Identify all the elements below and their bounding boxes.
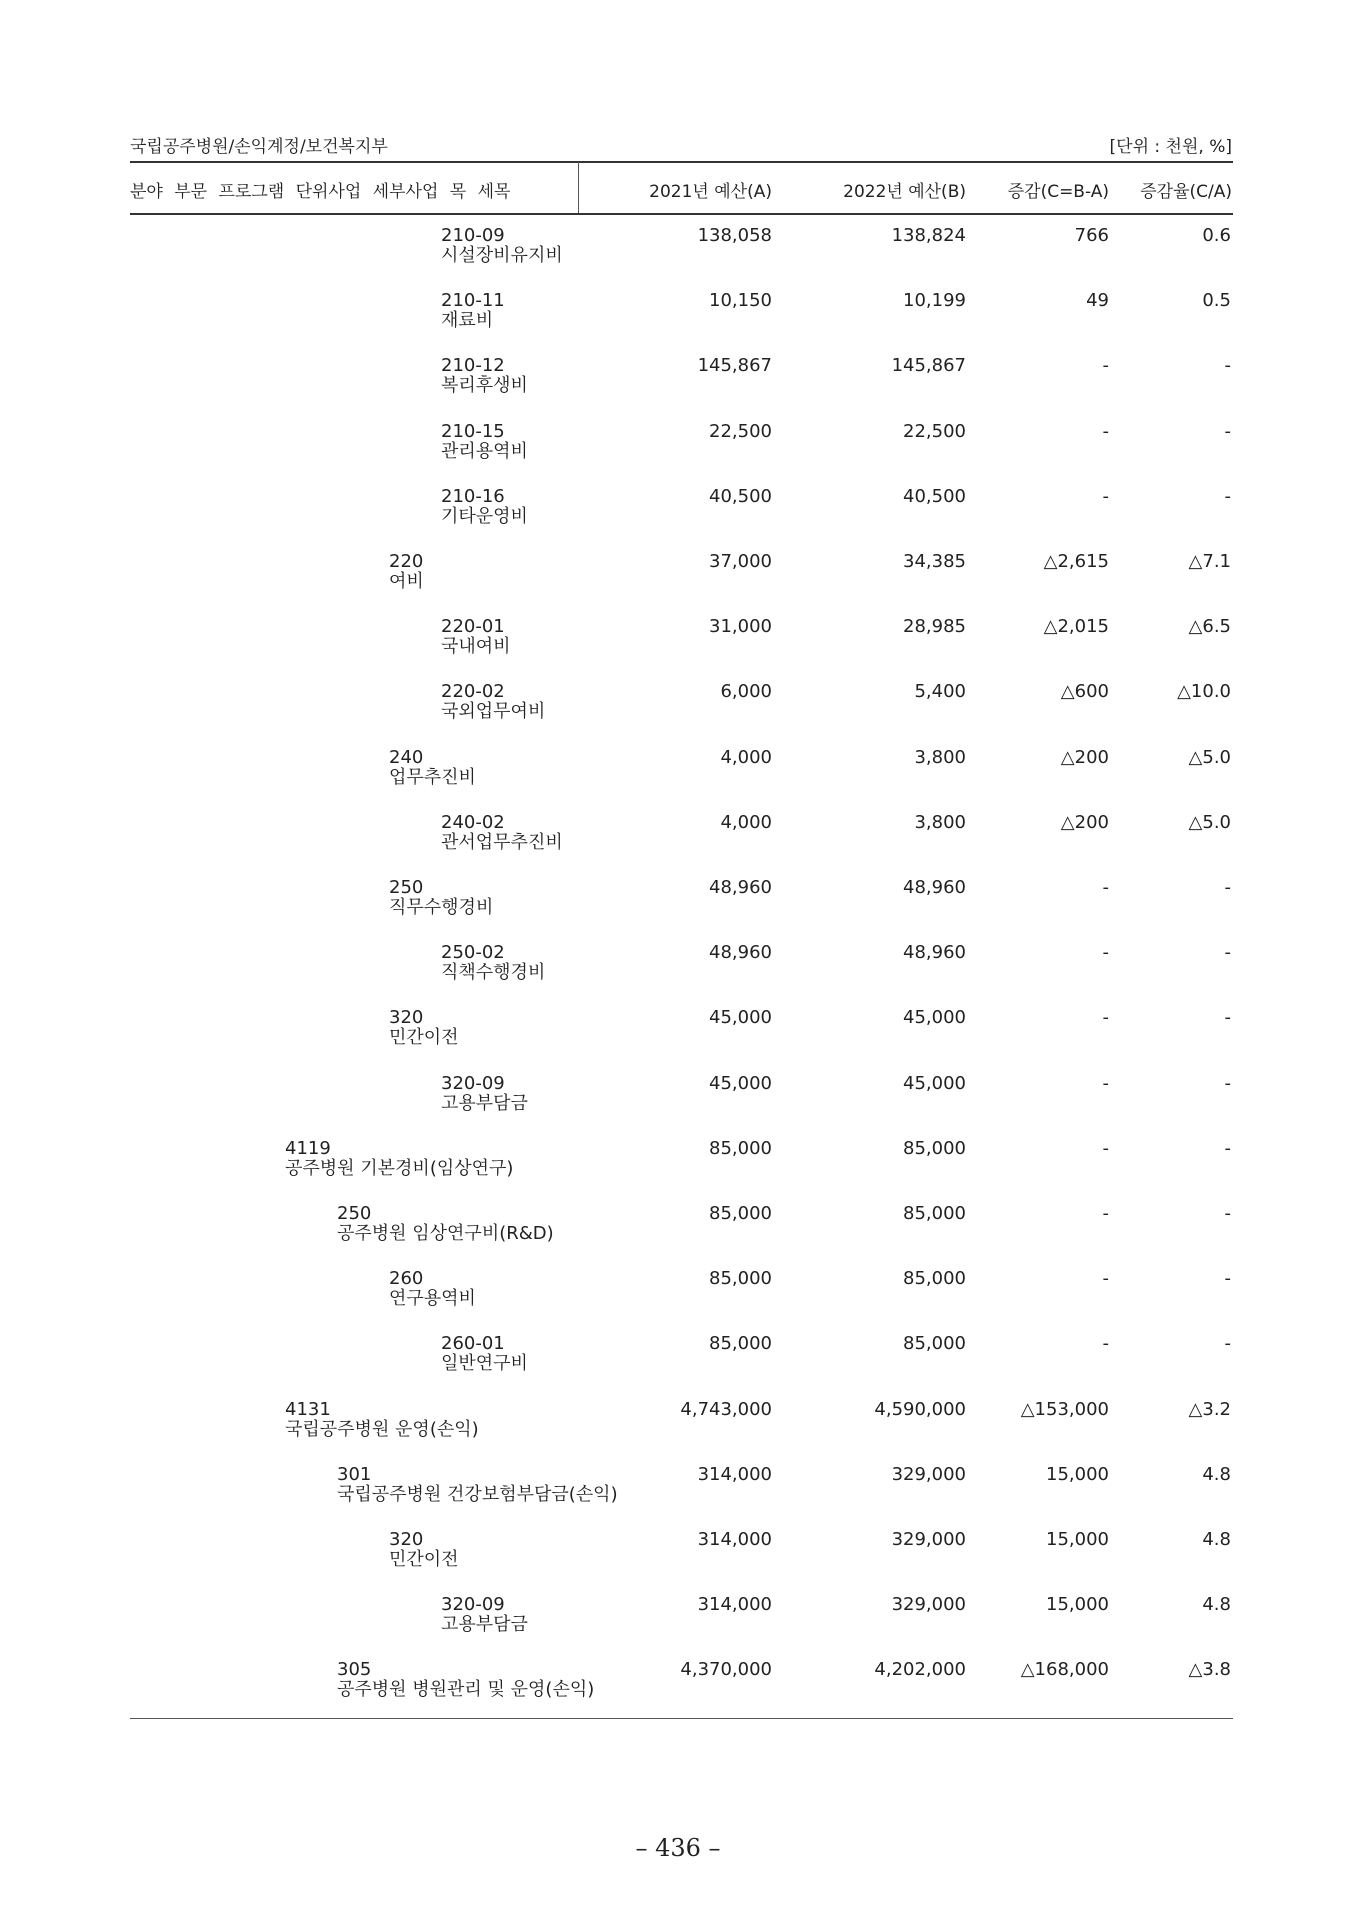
row-name: 시설장비유지비 xyxy=(441,245,563,266)
row-code: 220-02 xyxy=(441,681,505,703)
row-name: 연구용역비 xyxy=(389,1288,476,1310)
row-budget-2022: 4,590,000 xyxy=(874,1398,966,1420)
row-budget-2022: 3,800 xyxy=(914,746,966,768)
row-name: 민간이전 xyxy=(389,1027,459,1049)
row-change-rate: 4.8 xyxy=(1202,1463,1231,1485)
row-budget-2021: 85,000 xyxy=(709,1268,772,1290)
table-row xyxy=(130,748,1233,808)
row-change: 15,000 xyxy=(1046,1529,1109,1550)
row-budget-2022: 85,000 xyxy=(903,1203,966,1224)
row-change-rate: - xyxy=(1224,942,1231,964)
row-change-rate: △3.8 xyxy=(1188,1659,1231,1681)
row-code: 260-01 xyxy=(441,1333,505,1355)
row-change-rate: 4.8 xyxy=(1202,1529,1231,1550)
row-budget-2021: 45,000 xyxy=(709,1072,772,1094)
row-change-rate: △7.1 xyxy=(1188,551,1231,572)
row-change-rate: - xyxy=(1224,420,1231,442)
row-budget-2021: 37,000 xyxy=(709,551,772,572)
row-budget-2021: 10,150 xyxy=(709,290,772,312)
row-change: - xyxy=(1102,485,1109,507)
row-budget-2022: 45,000 xyxy=(903,1072,966,1094)
row-budget-2021: 85,000 xyxy=(709,1333,772,1355)
row-budget-2022: 85,000 xyxy=(903,1137,966,1159)
row-name: 공주병원 임상연구비(R&D) xyxy=(337,1223,554,1244)
row-code: 320 xyxy=(389,1529,424,1550)
row-code: 305 xyxy=(337,1659,372,1681)
table-row xyxy=(130,552,1233,612)
row-budget-2021: 4,000 xyxy=(720,746,772,768)
row-code: 240 xyxy=(389,746,424,768)
row-change: △600 xyxy=(1060,681,1109,703)
row-budget-2021: 4,743,000 xyxy=(680,1398,772,1420)
row-name: 업무추진비 xyxy=(389,766,476,788)
header-budget-2022: 2022년 예산(B) xyxy=(843,182,966,202)
row-code: 250 xyxy=(337,1203,372,1224)
table-row xyxy=(130,1139,1233,1199)
row-name: 기타운영비 xyxy=(441,505,528,527)
table-row xyxy=(130,291,1233,351)
row-change-rate: - xyxy=(1224,485,1231,507)
row-name: 국립공주병원 운영(손익) xyxy=(285,1418,479,1440)
table-row xyxy=(130,878,1233,938)
row-code: 4131 xyxy=(285,1398,331,1420)
table-row xyxy=(130,617,1233,677)
row-change: △153,000 xyxy=(1020,1398,1109,1420)
page-number: – 436 – xyxy=(635,1834,721,1862)
row-name: 재료비 xyxy=(441,310,494,332)
row-change-rate: - xyxy=(1224,1203,1231,1224)
row-change: △200 xyxy=(1060,811,1109,833)
row-budget-2022: 5,400 xyxy=(914,681,966,703)
row-code: 220 xyxy=(389,551,424,572)
table-row xyxy=(130,487,1233,547)
header-change: 증감(C=B-A) xyxy=(1007,182,1109,202)
table-title: 국립공주병원/손익계정/보건복지부 xyxy=(130,137,388,157)
row-budget-2021: 45,000 xyxy=(709,1007,772,1029)
row-change-rate: △3.2 xyxy=(1188,1398,1231,1420)
row-change-rate: - xyxy=(1224,1137,1231,1159)
table-row xyxy=(130,1400,1233,1460)
row-code: 240-02 xyxy=(441,811,505,833)
row-change-rate: 0.5 xyxy=(1202,290,1231,312)
table-row xyxy=(130,1334,1233,1394)
row-budget-2021: 145,867 xyxy=(697,355,772,377)
row-name: 고용부담금 xyxy=(441,1092,528,1114)
row-change-rate: △5.0 xyxy=(1188,811,1231,833)
row-budget-2021: 40,500 xyxy=(709,485,772,507)
row-budget-2021: 85,000 xyxy=(709,1137,772,1159)
row-budget-2022: 48,960 xyxy=(903,877,966,898)
unit-label: [단위 : 천원, %] xyxy=(1109,137,1232,157)
row-budget-2021: 48,960 xyxy=(709,942,772,964)
row-budget-2022: 85,000 xyxy=(903,1333,966,1355)
row-budget-2022: 329,000 xyxy=(891,1529,966,1550)
table-row xyxy=(130,813,1233,873)
row-change: 49 xyxy=(1086,290,1109,312)
row-budget-2021: 4,370,000 xyxy=(680,1659,772,1681)
row-budget-2021: 22,500 xyxy=(709,420,772,442)
row-code: 220-01 xyxy=(441,616,505,638)
row-budget-2021: 85,000 xyxy=(709,1203,772,1224)
table-row xyxy=(130,1008,1233,1068)
row-name: 국립공주병원 건강보험부담금(손익) xyxy=(337,1483,618,1505)
row-budget-2022: 329,000 xyxy=(891,1594,966,1616)
row-change: 15,000 xyxy=(1046,1594,1109,1616)
row-change-rate: - xyxy=(1224,1007,1231,1029)
row-code: 4119 xyxy=(285,1137,331,1159)
row-name: 국내여비 xyxy=(441,636,511,658)
header-budget-2021: 2021년 예산(A) xyxy=(649,182,772,202)
header-change-rate: 증감율(C/A) xyxy=(1140,182,1232,202)
row-change: - xyxy=(1102,1203,1109,1224)
row-budget-2022: 3,800 xyxy=(914,811,966,833)
row-code: 320-09 xyxy=(441,1072,505,1094)
row-code: 210-09 xyxy=(441,225,505,246)
row-name: 민간이전 xyxy=(389,1549,459,1570)
row-budget-2021: 31,000 xyxy=(709,616,772,638)
row-change: - xyxy=(1102,1137,1109,1159)
row-budget-2022: 48,960 xyxy=(903,942,966,964)
row-name: 관서업무추진비 xyxy=(441,831,563,853)
row-change: △2,615 xyxy=(1043,551,1109,572)
row-budget-2022: 10,199 xyxy=(903,290,966,312)
row-budget-2021: 48,960 xyxy=(709,877,772,898)
row-budget-2022: 138,824 xyxy=(891,225,966,246)
row-code: 301 xyxy=(337,1463,372,1485)
table-row xyxy=(130,1074,1233,1134)
table-row xyxy=(130,356,1233,416)
table-row xyxy=(130,1465,1233,1525)
row-change: - xyxy=(1102,1007,1109,1029)
row-change: △2,015 xyxy=(1043,616,1109,638)
row-budget-2022: 4,202,000 xyxy=(874,1659,966,1681)
row-name: 관리용역비 xyxy=(441,440,528,462)
row-code: 210-15 xyxy=(441,420,505,442)
table-row xyxy=(130,1530,1233,1590)
table-row xyxy=(130,226,1233,286)
row-code: 210-11 xyxy=(441,290,505,312)
row-change: - xyxy=(1102,355,1109,377)
row-budget-2022: 329,000 xyxy=(891,1463,966,1485)
table-row xyxy=(130,1204,1233,1264)
row-change-rate: △10.0 xyxy=(1177,681,1231,703)
row-name: 국외업무여비 xyxy=(441,701,546,723)
row-name: 일반연구비 xyxy=(441,1353,528,1375)
row-budget-2021: 6,000 xyxy=(720,681,772,703)
row-budget-2022: 40,500 xyxy=(903,485,966,507)
row-code: 260 xyxy=(389,1268,424,1290)
table-row xyxy=(130,682,1233,742)
table-row xyxy=(130,1660,1233,1720)
table-row xyxy=(130,1269,1233,1329)
row-code: 250-02 xyxy=(441,942,505,964)
row-change-rate: 0.6 xyxy=(1202,225,1231,246)
row-change: - xyxy=(1102,877,1109,898)
row-change-rate: - xyxy=(1224,1072,1231,1094)
row-name: 고용부담금 xyxy=(441,1614,528,1636)
row-budget-2022: 22,500 xyxy=(903,420,966,442)
table-row xyxy=(130,1595,1233,1655)
row-budget-2021: 4,000 xyxy=(720,811,772,833)
table-bottom-rule xyxy=(130,1718,1233,1719)
row-change-rate: △5.0 xyxy=(1188,746,1231,768)
row-change: △168,000 xyxy=(1020,1659,1109,1681)
row-name: 여비 xyxy=(389,571,424,592)
row-code: 210-12 xyxy=(441,355,505,377)
row-change-rate: - xyxy=(1224,877,1231,898)
row-change-rate: - xyxy=(1224,355,1231,377)
row-change: - xyxy=(1102,942,1109,964)
row-budget-2022: 45,000 xyxy=(903,1007,966,1029)
row-name: 직책수행경비 xyxy=(441,962,546,984)
row-name: 복리후생비 xyxy=(441,375,528,397)
row-change: - xyxy=(1102,1072,1109,1094)
table-row xyxy=(130,422,1233,482)
row-name: 공주병원 병원관리 및 운영(손익) xyxy=(337,1679,595,1701)
row-name: 직무수행경비 xyxy=(389,897,494,918)
row-budget-2022: 28,985 xyxy=(903,616,966,638)
table-row xyxy=(130,943,1233,1003)
row-change-rate: - xyxy=(1224,1333,1231,1355)
row-change-rate: △6.5 xyxy=(1188,616,1231,638)
row-code: 320-09 xyxy=(441,1594,505,1616)
row-budget-2022: 85,000 xyxy=(903,1268,966,1290)
row-change: 15,000 xyxy=(1046,1463,1109,1485)
row-change: △200 xyxy=(1060,746,1109,768)
row-budget-2022: 145,867 xyxy=(891,355,966,377)
header-classification: 분야 부문 프로그램 단위사업 세부사업 목 세목 xyxy=(130,182,511,202)
row-change: 766 xyxy=(1074,225,1109,246)
row-change-rate: 4.8 xyxy=(1202,1594,1231,1616)
row-budget-2022: 34,385 xyxy=(903,551,966,572)
row-budget-2021: 314,000 xyxy=(697,1529,772,1550)
row-name: 공주병원 기본경비(임상연구) xyxy=(285,1157,514,1179)
row-budget-2021: 314,000 xyxy=(697,1463,772,1485)
row-budget-2021: 138,058 xyxy=(697,225,772,246)
row-code: 320 xyxy=(389,1007,424,1029)
row-change: - xyxy=(1102,1268,1109,1290)
row-budget-2021: 314,000 xyxy=(697,1594,772,1616)
row-change-rate: - xyxy=(1224,1268,1231,1290)
row-code: 250 xyxy=(389,877,424,898)
row-change: - xyxy=(1102,420,1109,442)
row-change: - xyxy=(1102,1333,1109,1355)
row-code: 210-16 xyxy=(441,485,505,507)
